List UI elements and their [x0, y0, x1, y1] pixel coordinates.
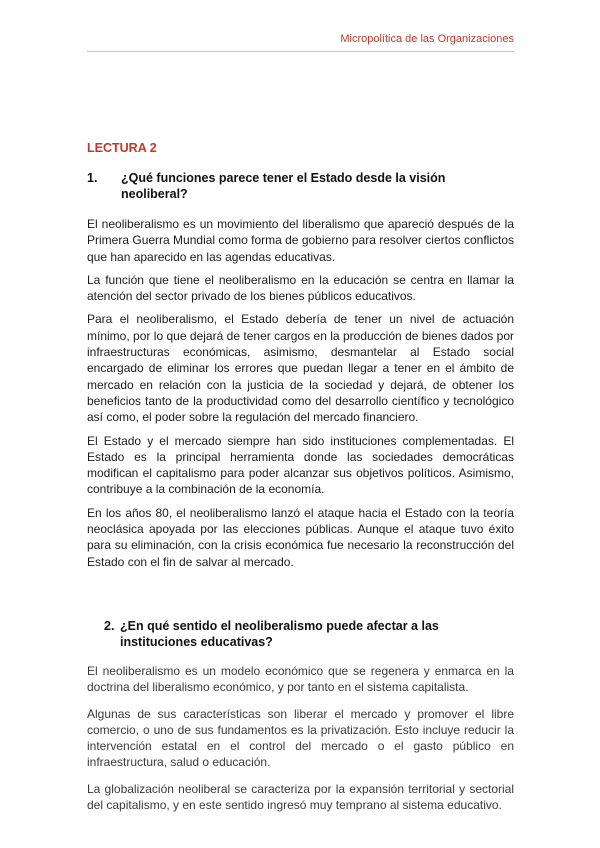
question-1-text: ¿Qué funciones parece tener el Estado desde la visión neoliberal?: [121, 171, 446, 201]
question-1-heading: [87, 170, 514, 202]
paragraph: El neoliberalismo es un modelo económico que se regenera y enmarca en la doctrina del liberalismo económico, y por tanto en el sistema capitalista.: [87, 663, 514, 695]
question-1-number: 1.: [87, 171, 98, 185]
question-2-answer: [87, 663, 514, 813]
header-divider: [87, 51, 514, 52]
question-2-number: 2.: [104, 618, 115, 633]
section-title: LECTURA 2: [87, 141, 157, 155]
paragraph: Para el neoliberalismo, el Estado debería de tener un nivel de actuación mínimo, por lo que dejará de tener cargos en la producción de bienes dados por infraestructuras económicas, asimismo, desmantelar al Estado social encargado de eliminar los errores que puedan llegar a tener en el ámbito de mercado en relación con la justicia de la sociedad y dejará, de obtener los beneficios tanto de la productividad como del desarrollo científico y tecnológico así como, el poder sobre la regulación del mercado financiero.: [87, 312, 514, 425]
question-2-heading: [87, 618, 514, 651]
paragraph: La globalización neoliberal se caracteriza por la expansión territorial y sectorial del capitalismo, y en este sentido ingresó muy temprano al sistema educativo.: [87, 781, 514, 813]
question-1-answer: [87, 216, 514, 570]
paragraph: En los años 80, el neoliberalismo lanzó el ataque hacia el Estado con la teoría neoclásica apoyada por las elecciones públicas. Aunque el ataque tuvo éxito para su eliminación, con la crisis económica fue necesario la reconstrucción del Estado con el fin de salvar al mercado.: [87, 505, 514, 569]
paragraph: La función que tiene el neoliberalismo en la educación se centra en llamar la atención del sector privado de los bienes públicos educativos.: [87, 272, 514, 304]
paragraph: El Estado y el mercado siempre han sido instituciones complementadas. El Estado es la principal herramienta donde las sociedades democráticas modifican el capitalismo para poder alcanzar sus objetivos políticos. Asimismo, contribuye a la combinación de la economía.: [87, 433, 514, 497]
document-body: [87, 140, 514, 813]
paragraph: Algunas de sus características son liberar el mercado y promover el libre comercio, o uno de sus fundamentos es la privatización. Esto incluye reducir la intervención estatal en el control del mercado o el gasto público en infraestructura, salud o educación.: [87, 706, 514, 770]
paragraph: El neoliberalismo es un movimiento del liberalismo que apareció después de la Primera Guerra Mundial como forma de gobierno para resolver ciertos conflictos que han aparecido en las agendas educativas.: [87, 217, 514, 264]
question-2-text: ¿En qué sentido el neoliberalismo puede afectar a las instituciones educativas?: [120, 618, 439, 650]
running-header: Micropolítica de las Organizaciones: [340, 33, 514, 45]
